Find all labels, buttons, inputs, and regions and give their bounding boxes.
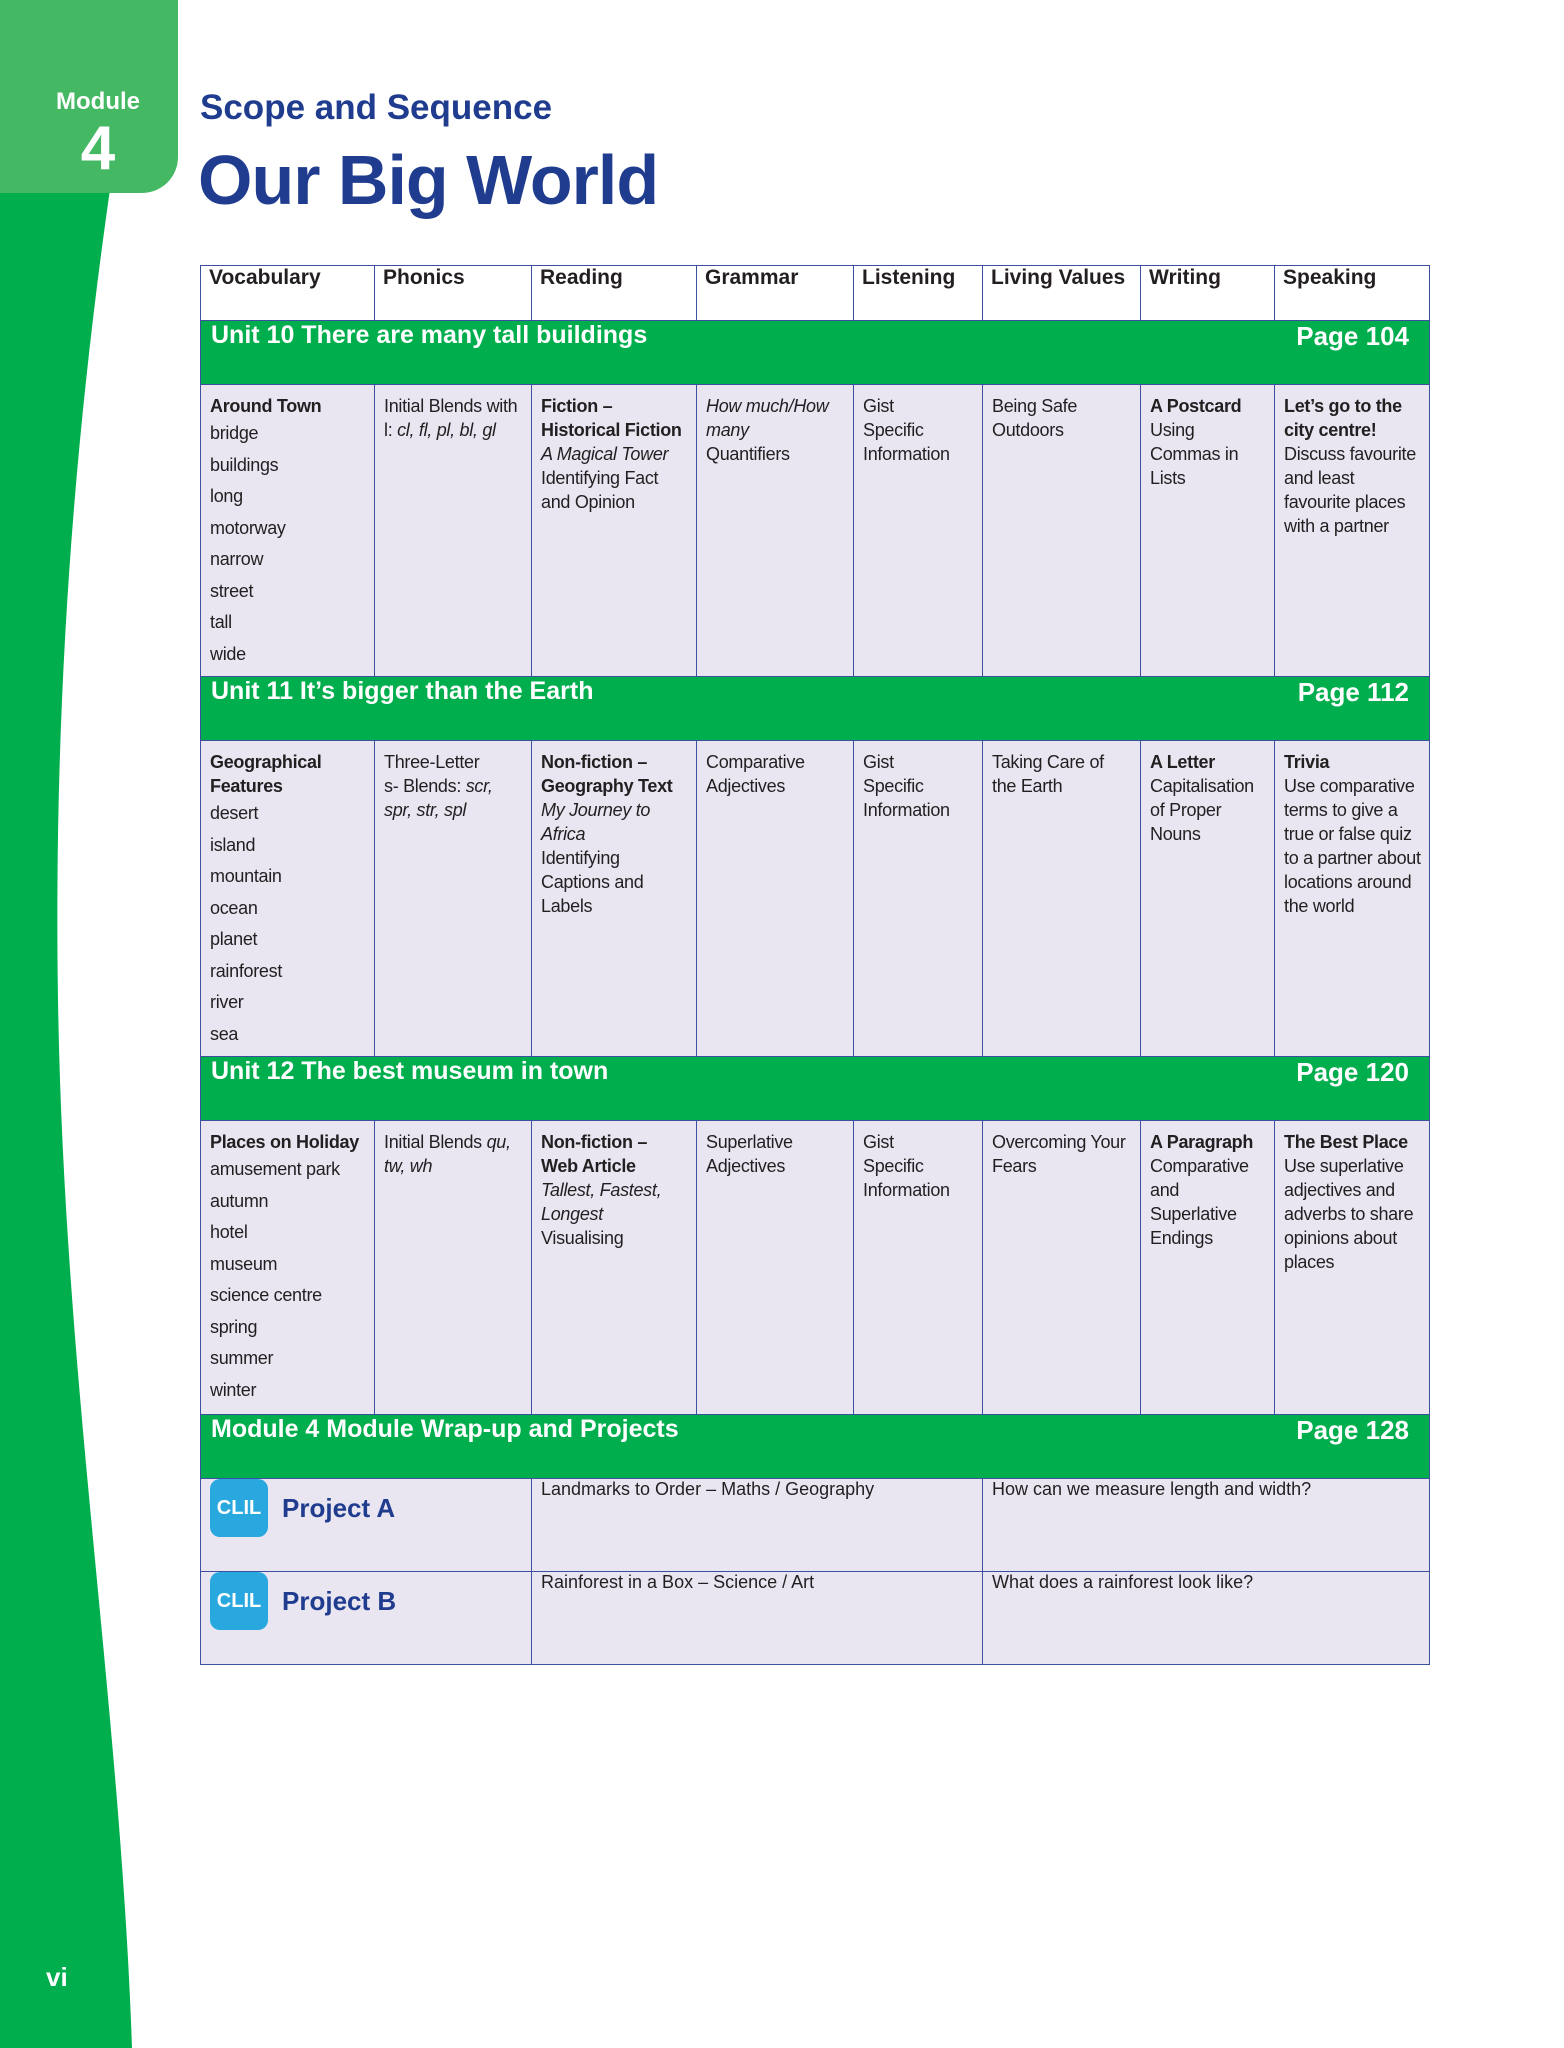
living-values-cell [983,741,1141,1057]
reading-text-title: Tallest, Fastest, Longest [541,1180,662,1224]
header-speaking: Speaking [1275,266,1430,321]
page-subtitle: Scope and Sequence [200,88,553,127]
project-row [201,1479,1430,1572]
vocab-word: narrow [210,549,264,569]
speaking-cell [1275,741,1430,1057]
unit-page: Page 112 [1297,677,1409,707]
header-writing: Writing [1141,266,1275,321]
reading-skill: Visualising [541,1228,624,1248]
vocab-word: ocean [210,897,258,918]
listening-skill: Gist [863,1132,894,1152]
unit-banner [201,321,1430,385]
project-question: What does a rainforest look like? [983,1572,1430,1665]
project-title: Project A [282,1492,396,1523]
page-number: vi [46,1962,68,1992]
project-question: How can we measure length and width? [983,1479,1430,1572]
grammar-topic: Quantifiers [706,444,790,464]
phonics-cell [375,1121,532,1415]
grammar-cell [697,385,854,677]
vocab-title: Around Town [210,396,322,416]
vocab-word: rainforest [210,960,283,981]
project-topic: Landmarks to Order – Maths / Geography [532,1479,983,1572]
unit-page: Page 104 [1296,321,1409,351]
reading-cell [532,1121,697,1415]
vocab-word: long [210,486,243,506]
reading-cell [532,741,697,1057]
unit-title: Unit 10 There are many tall buildings [211,321,648,349]
header-listening: Listening [854,266,983,321]
listening-cell [854,385,983,677]
speaking-title: The Best Place [1284,1132,1408,1152]
unit-content-row [201,385,1430,677]
vocab-word: autumn [210,1190,269,1211]
unit-banner [201,1057,1430,1121]
writing-cell [1141,741,1275,1057]
listening-skill: Gist [863,396,894,416]
unit-page: Page 120 [1296,1057,1409,1087]
page-title: Our Big World [198,141,659,219]
wrapup-title: Module 4 Module Wrap-up and Projects [211,1415,679,1443]
writing-focus: Using Commas in Lists [1150,420,1239,488]
vocab-word: buildings [210,454,279,475]
vocab-word: desert [210,803,259,823]
vocabulary-cell [201,1121,375,1415]
project-title: Project B [282,1585,397,1616]
speaking-task: Use comparative terms to give a true or false quiz to a partner about locations around the world [1284,776,1421,916]
writing-cell [1141,1121,1275,1415]
module-label: Module [56,88,140,115]
table-header-row [201,266,1430,321]
header-reading: Reading [532,266,697,321]
reading-text-title: A Magical Tower [541,444,669,464]
module-tab [0,0,178,193]
vocab-word: planet [210,929,258,949]
listening-skill: Gist [863,752,894,772]
reading-genre: Fiction – Historical Fiction [541,396,682,440]
listening-cell [854,741,983,1057]
phonics-cell [375,741,532,1057]
listening-skill: Specific Information [863,420,950,464]
vocab-word: amusement park [210,1159,340,1179]
speaking-title: Trivia [1284,752,1330,772]
side-band [0,0,200,2048]
living-value: Being Safe Outdoors [992,396,1078,440]
vocab-word: wide [210,643,246,664]
vocab-word: street [210,580,254,601]
phonics-lead: Three-Letter [384,752,480,772]
vocab-word: river [210,992,244,1012]
listening-cell [854,1121,983,1415]
vocab-word: tall [210,612,232,632]
header-grammar: Grammar [697,266,854,321]
project-name-cell [201,1479,532,1572]
scope-sequence-table [200,265,1430,1665]
writing-title: A Letter [1150,752,1215,772]
grammar-topic: Comparative Adjectives [706,752,805,796]
phonics-lead: Initial Blends [384,1132,487,1152]
grammar-topic: Superlative Adjectives [706,1132,793,1176]
speaking-task: Use superlative adjectives and adverbs to share opinions about places [1284,1156,1414,1272]
listening-skill: Specific Information [863,1156,950,1200]
unit-title: Unit 11 It’s bigger than the Earth [211,677,594,705]
grammar-structure: How much/How many [706,396,829,440]
vocab-word: bridge [210,423,259,443]
vocab-word: island [210,834,256,855]
speaking-task: Discuss favourite and least favourite places with a partner [1284,444,1416,536]
header-vocabulary: Vocabulary [201,266,375,321]
writing-title: A Paragraph [1150,1132,1254,1152]
reading-skill: Identifying Captions and Labels [541,848,644,916]
living-values-cell [983,385,1141,677]
reading-cell [532,385,697,677]
grammar-cell [697,1121,854,1415]
vocab-word: motorway [210,517,286,538]
reading-text-title: My Journey to Africa [541,800,651,844]
phonics-lead: Initial Blends [384,396,482,416]
wrapup-page: Page 128 [1296,1415,1409,1445]
wrapup-banner [201,1415,1430,1479]
phonics-cell [375,385,532,677]
clil-badge-icon: CLIL [210,1479,268,1537]
vocab-word: summer [210,1348,274,1368]
living-value: Taking Care of the Earth [992,752,1104,796]
speaking-cell [1275,385,1430,677]
vocab-word: mountain [210,866,282,886]
phonics-mid: with l: [384,396,518,440]
listening-skill: Specific Information [863,776,950,820]
grammar-cell [697,741,854,1057]
vocab-word: museum [210,1253,278,1274]
header-phonics: Phonics [375,266,532,321]
unit-content-row [201,1121,1430,1415]
vocabulary-cell [201,741,375,1057]
phonics-blends: qu, tw, wh [384,1132,511,1176]
writing-title: A Postcard [1150,396,1242,416]
phonics-mid: s- Blends: [384,776,466,796]
project-name-cell [201,1572,532,1665]
clil-badge-icon: CLIL [210,1572,268,1630]
writing-focus: Comparative and Superlative Endings [1150,1156,1249,1248]
living-value: Overcoming Your Fears [992,1132,1126,1176]
vocab-word: winter [210,1379,257,1400]
project-topic: Rainforest in a Box – Science / Art [532,1572,983,1665]
vocab-word: science centre [210,1285,322,1305]
unit-content-row [201,741,1430,1057]
phonics-blends: scr, spr, str, spl [384,776,493,820]
reading-genre: Non-fiction – Geography Text [541,752,673,796]
vocab-word: hotel [210,1222,248,1242]
vocab-word: sea [210,1023,239,1044]
writing-focus: Capitalisation of Proper Nouns [1150,776,1254,844]
header-living-values: Living Values [983,266,1141,321]
module-number: 4 [80,114,116,183]
phonics-blends: cl, fl, pl, bl, gl [397,420,496,440]
vocab-title: Geographical Features [210,752,322,796]
vocabulary-cell [201,385,375,677]
vocab-word: spring [210,1316,258,1337]
reading-skill: Identifying Fact and Opinion [541,468,659,512]
unit-banner [201,677,1430,741]
speaking-title: Let’s go to the city centre! [1284,396,1402,440]
living-values-cell [983,1121,1141,1415]
project-row [201,1572,1430,1665]
reading-genre: Non-fiction – Web Article [541,1132,648,1176]
unit-title: Unit 12 The best museum in town [211,1057,609,1085]
writing-cell [1141,385,1275,677]
vocab-title: Places on Holiday [210,1132,359,1152]
speaking-cell [1275,1121,1430,1415]
